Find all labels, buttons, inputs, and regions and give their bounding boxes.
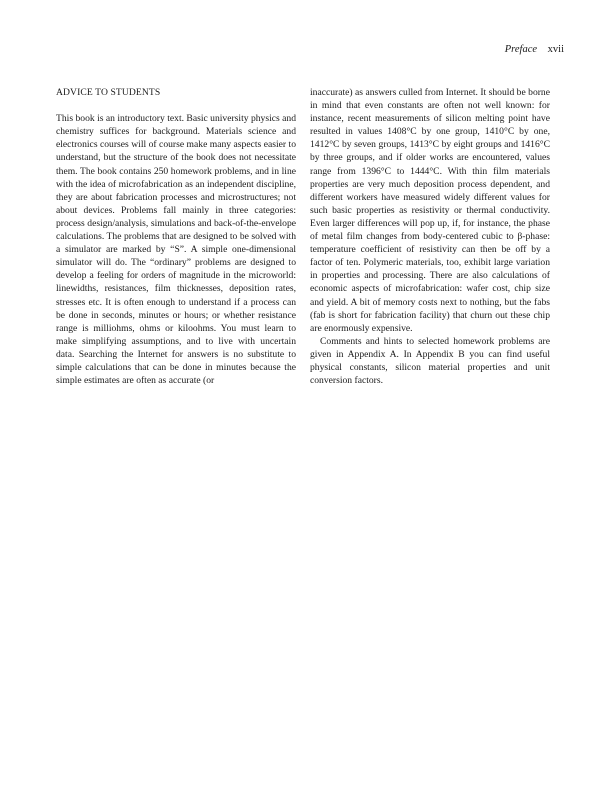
running-header [505,44,564,55]
page-number: xvii [547,44,564,55]
body-paragraph-continued: inaccurate) as answers culled from Internet. It should be borne in mind that even constants are often not well known: for instance, recent measurements of silicon melting point have resulted in values 1408°C by one group, 1410°C by one, 1412°C by seven groups, 1413°C by eight groups and 1416°C by three groups, and if older works are encountered, values range from 1396°C to 1444°C. With thin film materials properties are very much deposition process dependent, and different workers have measured widely different values for such basic properties as resistivity or thermal conductivity. Even larger differences will pop up, if, for instance, the phase of metal film changes from body-centered cubic to β-phase: temperature coefficient of resistivity can then be off by a factor of ten. Polymeric materials, too, exhibit large variation in properties and processing. There are also calculations of economic aspects of microfabrication: wafer cost, chip size and yield. A bit of memory costs next to nothing, but the fabs (fab is short for fabrication facility) that churn out these chip are enormously expensive. [310,87,550,334]
section-title: Preface [504,44,538,55]
section-heading: ADVICE TO STUDENTS [56,87,161,98]
body-paragraph-appendix: Comments and hints to selected homework problems are given in Appendix A. In Appendix B you can find useful physical constants, silicon material properties and unit conversion factors. [310,335,550,387]
body-paragraph: This book is an introductory text. Basic university physics and chemistry suffices for background. Materials science and electronics courses will of course make many aspects easier to understand, but the structure of the book does not necessitate them. The book contains 250 homework problems, and in line with the idea of microfabrication as an independent discipline, they are about fabrication processes and microstructures; not about devices. Problems fall mainly in three categories: process design/analysis, simulations and back-of-the-envelope calculations. The problems that are designed to be solved with a simulator are marked by “S”. A simple one-dimensional simulator will do. The “ordinary” problems are designed to develop a feeling for orders of magnitude in the microworld: linewidths, resistances, film thicknesses, deposition rates, stresses etc. It is often enough to understand if a process can be done in seconds, minutes or hours; or whether resistance range is milliohms, ohms or kiloohms. You must learn to make simplifying assumptions, and to live with uncertain data. Searching the Internet for answers is no substitute to simple calculations that can be done in minutes because the simple estimates are often as accurate (or [56,113,296,387]
left-column [56,86,296,387]
right-column [310,86,550,387]
